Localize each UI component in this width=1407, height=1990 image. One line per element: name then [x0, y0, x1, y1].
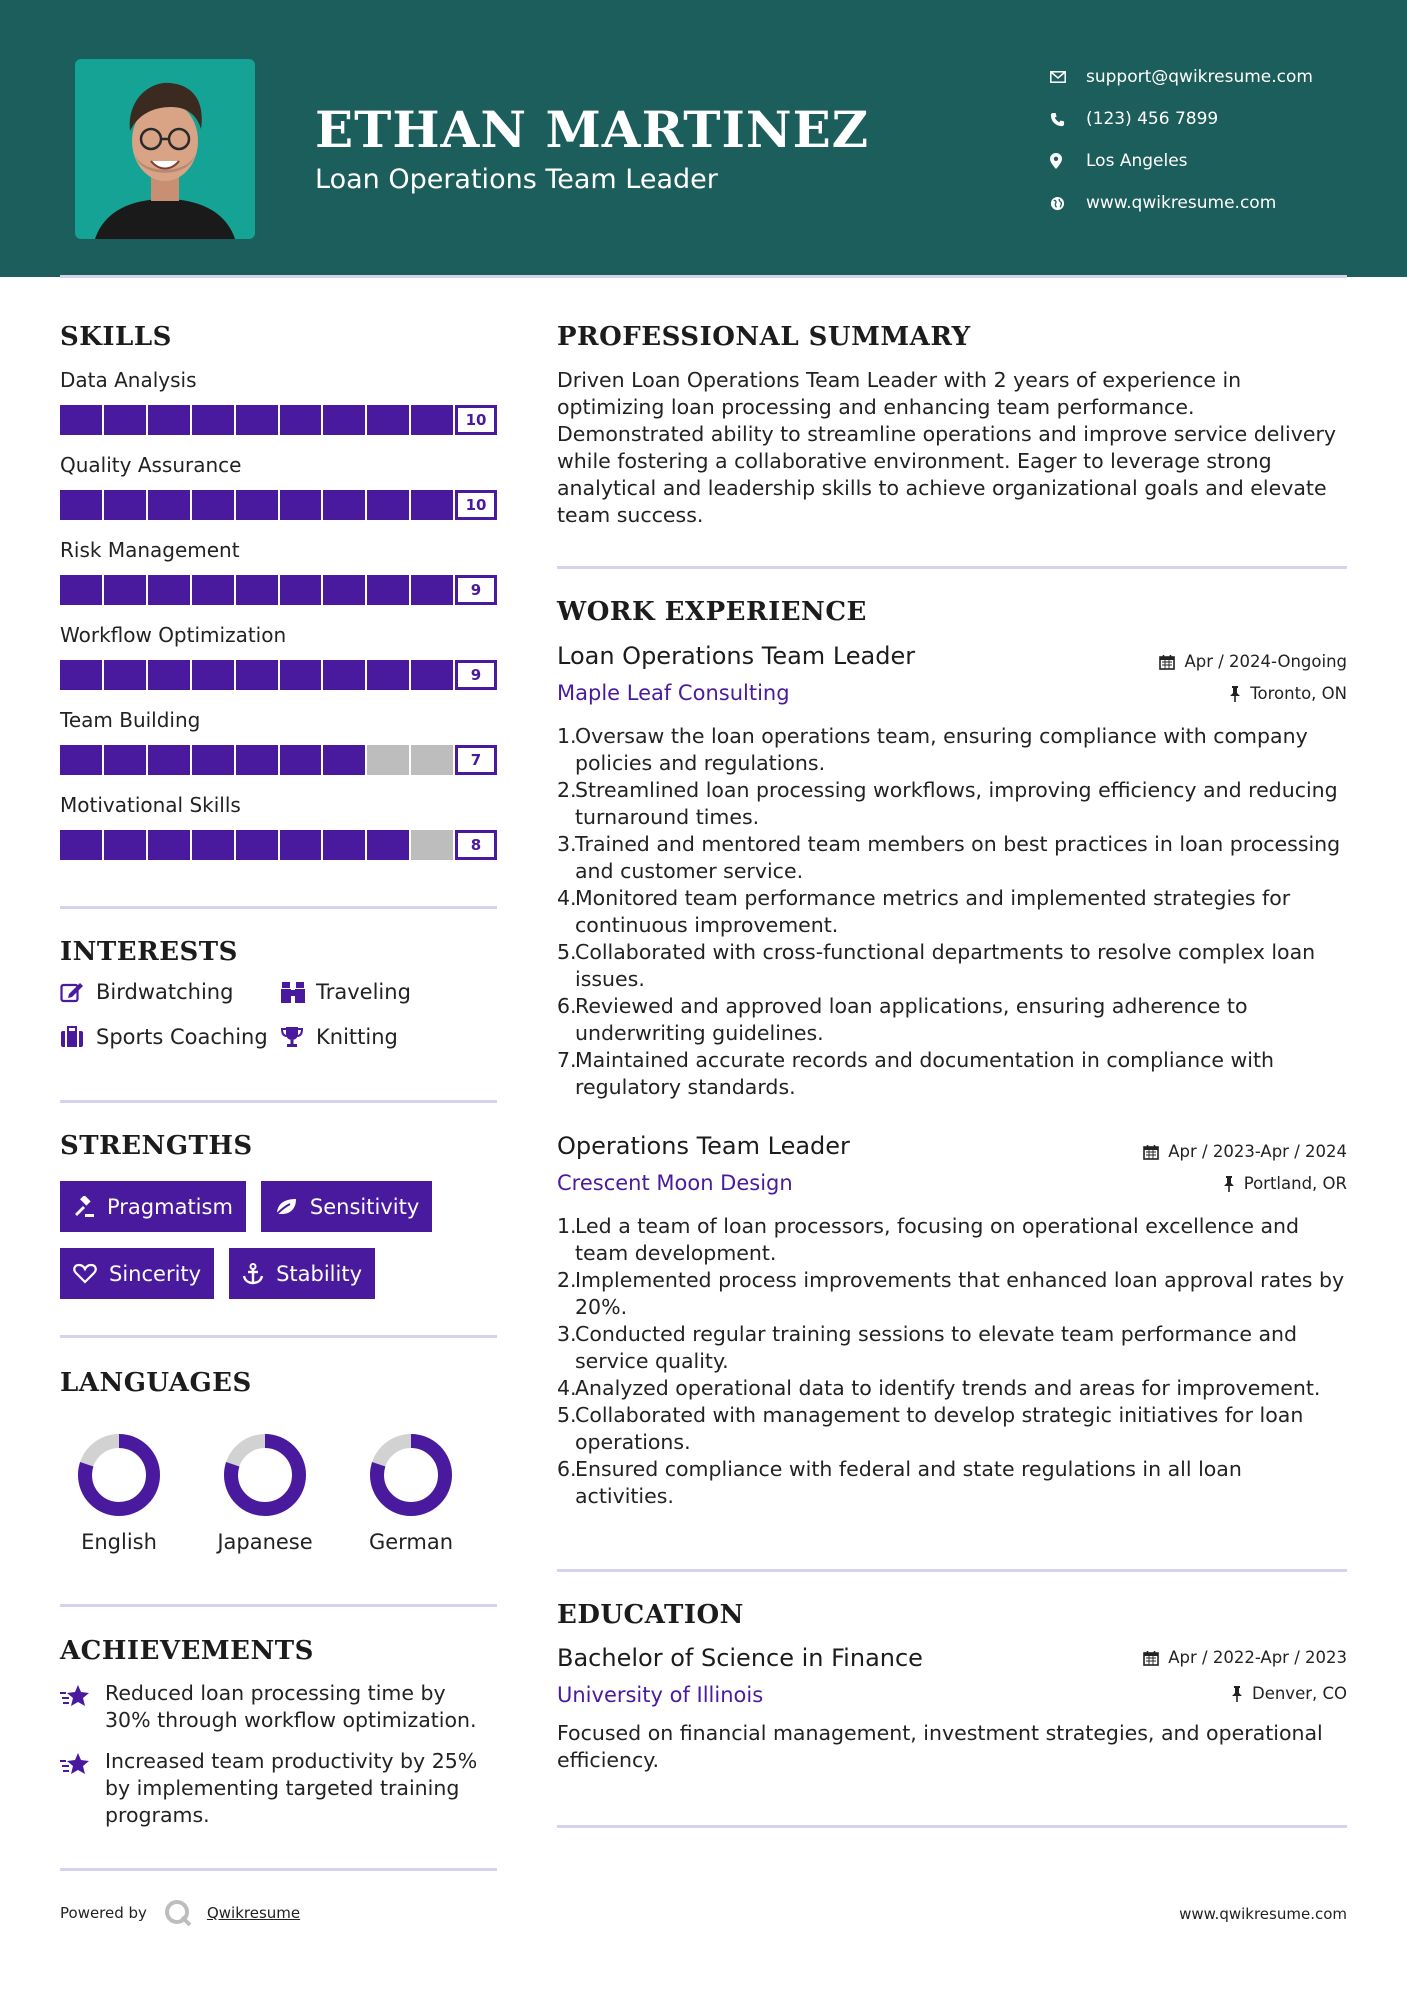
company-name: Crescent Moon Design — [557, 1171, 793, 1195]
company-name: Maple Leaf Consulting — [557, 681, 790, 705]
duty-item: 6. Ensured compliance with federal and state regulations in all loan activities. — [557, 1456, 1347, 1510]
skill-level-badge: 10 — [455, 405, 497, 435]
skill-name: Team Building — [60, 708, 201, 732]
education-location-text: Denver, CO — [1251, 1684, 1347, 1703]
skill-bar-segment-filled — [280, 575, 322, 605]
achievement-text: Reduced loan processing time by 30% through workflow optimization. — [105, 1681, 477, 1732]
skill-bar-segment-filled — [411, 405, 453, 435]
skill-bar-segment-filled — [367, 660, 409, 690]
section-divider — [557, 566, 1347, 569]
star-badge-icon — [60, 1680, 105, 1734]
job-dates — [1143, 1142, 1347, 1161]
interest-label: Traveling — [316, 980, 411, 1004]
job-location-text: Toronto, ON — [1250, 684, 1347, 703]
language-level-ring — [74, 1430, 164, 1520]
skill-bar-segment-filled — [104, 660, 146, 690]
skill-bar — [60, 830, 497, 860]
skill-bar-segment-filled — [236, 745, 278, 775]
language-level-ring — [366, 1430, 456, 1520]
profile-photo — [75, 59, 255, 239]
skill-bar-segment-filled — [104, 490, 146, 520]
language-level-ring — [220, 1430, 310, 1520]
skill-level-badge: 9 — [455, 660, 497, 690]
trophy-icon — [280, 1026, 316, 1048]
skill-level-badge: 10 — [455, 490, 497, 520]
language-name: German — [368, 1530, 454, 1554]
header-divider — [60, 275, 1347, 278]
education-dates-text: Apr / 2022-Apr / 2023 — [1168, 1648, 1347, 1667]
skill-name: Risk Management — [60, 538, 240, 562]
interests-list — [60, 978, 497, 1051]
powered-by-label: Powered by — [60, 1904, 147, 1922]
duty-text: Conducted regular training sessions to elevate team performance and service quality. — [575, 1322, 1298, 1373]
phone-icon — [1050, 112, 1086, 127]
skill-name: Data Analysis — [60, 368, 197, 392]
skill-level-badge: 9 — [455, 575, 497, 605]
interest-label: Sports Coaching — [96, 1025, 268, 1049]
duty-text: Reviewed and approved loan applications, ensuring adherence to underwriting guidelines. — [575, 994, 1248, 1045]
achievement-item — [60, 1680, 497, 1734]
skill-bar-segment-filled — [280, 830, 322, 860]
strength-chip — [261, 1181, 432, 1232]
calendar-icon — [1159, 654, 1175, 670]
skill-bar-segment-filled — [148, 660, 190, 690]
duty-text: Analyzed operational data to identify trends and areas for improvement. — [575, 1376, 1321, 1400]
skill-bar-segment-filled — [148, 830, 190, 860]
strength-chip — [229, 1248, 375, 1299]
school-name: University of Illinois — [557, 1683, 764, 1707]
duty-text: Monitored team performance metrics and implemented strategies for continuous improvement. — [575, 886, 1291, 937]
interest-item — [60, 1023, 280, 1051]
skill-bar-segment-filled — [280, 405, 322, 435]
achievements-heading: ACHIEVEMENTS — [60, 1636, 314, 1666]
section-divider — [557, 1569, 1347, 1572]
skill-bar-segment-filled — [367, 405, 409, 435]
footer-website[interactable]: www.qwikresume.com — [1179, 1905, 1347, 1923]
language-item — [205, 1430, 325, 1554]
duty-item: 5. Collaborated with cross-functional departments to resolve complex loan issues. — [557, 939, 1347, 993]
achievement-text: Increased team productivity by 25% by implementing targeted training programs. — [105, 1749, 478, 1827]
language-item — [351, 1430, 471, 1554]
strength-label: Sensitivity — [309, 1194, 420, 1219]
job-duties — [557, 723, 1347, 1101]
skill-bar-segment-filled — [411, 490, 453, 520]
skill-bar-segment-filled — [323, 830, 365, 860]
skill-bar-segment-filled — [411, 660, 453, 690]
strengths-heading: STRENGTHS — [60, 1131, 253, 1161]
job-dates-text: Apr / 2024-Ongoing — [1184, 652, 1347, 671]
star-badge-icon — [60, 1748, 105, 1829]
candidate-name: ETHAN MARTINEZ — [315, 100, 870, 159]
languages-heading: LANGUAGES — [60, 1368, 252, 1398]
skill-bar-segment-empty — [411, 830, 453, 860]
skill-item — [60, 787, 497, 872]
binoculars-icon — [280, 980, 316, 1004]
skill-bar-segment-filled — [280, 660, 322, 690]
interest-label: Knitting — [316, 1025, 398, 1049]
duty-text: Collaborated with management to develop strategic initiatives for loan operations. — [575, 1403, 1304, 1454]
skill-bar-segment-filled — [192, 660, 234, 690]
skill-bar-segment-empty — [411, 745, 453, 775]
duty-text: Maintained accurate records and documentation in compliance with regulatory standards. — [575, 1048, 1275, 1099]
duty-text: Trained and mentored team members on best practices in loan processing and customer service. — [575, 832, 1341, 883]
strength-label: Pragmatism — [107, 1194, 233, 1219]
interests-heading: INTERESTS — [60, 937, 238, 967]
gavel-icon — [73, 1196, 95, 1218]
skill-item — [60, 532, 497, 617]
section-divider — [60, 1100, 497, 1103]
skill-bar-segment-filled — [367, 490, 409, 520]
skill-bar-segment-filled — [60, 660, 102, 690]
skill-bar-segment-filled — [280, 745, 322, 775]
skill-item — [60, 447, 497, 532]
skill-bar-segment-filled — [60, 575, 102, 605]
skill-bar — [60, 660, 497, 690]
duty-text: Collaborated with cross-functional departments to resolve complex loan issues. — [575, 940, 1316, 991]
pushpin-icon — [1231, 1686, 1243, 1702]
skill-bar-segment-filled — [236, 405, 278, 435]
skill-bar-segment-filled — [367, 830, 409, 860]
duty-item: 1. Oversaw the loan operations team, ensuring compliance with company policies and regulations. — [557, 723, 1347, 777]
education-location — [1231, 1684, 1347, 1703]
duty-text: Implemented process improvements that enhanced loan approval rates by 20%. — [575, 1268, 1345, 1319]
degree-title: Bachelor of Science in Finance — [557, 1644, 923, 1672]
interest-item — [60, 978, 280, 1006]
skill-bar-segment-filled — [104, 575, 146, 605]
powered-by — [60, 1898, 300, 1928]
duty-item: 2. Implemented process improvements that enhanced loan approval rates by 20%. — [557, 1267, 1347, 1321]
skills-heading: SKILLS — [60, 322, 172, 352]
duty-item: 4. Analyzed operational data to identify trends and areas for improvement. — [557, 1376, 1321, 1400]
achievement-item — [60, 1748, 497, 1829]
skill-level-badge: 8 — [455, 830, 497, 860]
skill-bar — [60, 575, 497, 605]
qwikresume-logo-icon — [163, 1898, 193, 1928]
skill-bar-segment-filled — [323, 490, 365, 520]
contact-website-text: www.qwikresume.com — [1086, 193, 1277, 213]
job-location — [1229, 684, 1347, 703]
skill-bar-segment-filled — [236, 830, 278, 860]
contact-website[interactable] — [1050, 182, 1313, 224]
skill-item — [60, 617, 497, 702]
contact-location — [1050, 140, 1313, 182]
skill-bar-segment-filled — [323, 745, 365, 775]
skill-name: Motivational Skills — [60, 793, 241, 817]
skill-bar-segment-empty — [367, 745, 409, 775]
experience-heading: WORK EXPERIENCE — [557, 597, 867, 627]
edit-icon — [60, 981, 96, 1003]
skill-bar-segment-filled — [60, 405, 102, 435]
skill-bar-segment-filled — [323, 405, 365, 435]
job-dates — [1159, 652, 1347, 671]
duty-item: 3. Trained and mentored team members on best practices in loan processing and customer service. — [557, 831, 1347, 885]
job-dates-text: Apr / 2023-Apr / 2024 — [1168, 1142, 1347, 1161]
interest-item — [280, 978, 497, 1006]
job-location-text: Portland, OR — [1243, 1174, 1347, 1193]
skill-bar-segment-filled — [104, 830, 146, 860]
strength-chip — [60, 1248, 214, 1299]
skill-bar-segment-filled — [236, 490, 278, 520]
job-title: Operations Team Leader — [557, 1132, 850, 1160]
duty-item: 3. Conducted regular training sessions to elevate team performance and service quality. — [557, 1321, 1347, 1375]
skill-bar-segment-filled — [192, 405, 234, 435]
skills-list — [60, 362, 497, 872]
globe-icon — [1050, 196, 1086, 211]
job-title: Loan Operations Team Leader — [557, 642, 916, 670]
section-divider — [60, 1604, 497, 1607]
contact-location-text: Los Angeles — [1086, 151, 1188, 171]
skill-name: Workflow Optimization — [60, 623, 287, 647]
duty-item: 1. Led a team of loan processors, focusing on operational excellence and team development. — [557, 1213, 1347, 1267]
language-name: Japanese — [217, 1530, 313, 1554]
strength-label: Stability — [276, 1261, 363, 1286]
skill-bar-segment-filled — [280, 490, 322, 520]
duty-item: 2. Streamlined loan processing workflows, improving efficiency and reducing turnaround times. — [557, 777, 1347, 831]
skill-bar-segment-filled — [148, 745, 190, 775]
briefcase-icon — [60, 1026, 96, 1048]
skill-bar-segment-filled — [60, 745, 102, 775]
education-description: Focused on financial management, investment strategies, and operational efficiency. — [557, 1721, 1323, 1772]
duty-text: Led a team of loan processors, focusing on operational excellence and team development. — [575, 1214, 1300, 1265]
skill-bar — [60, 745, 497, 775]
resume-header — [0, 0, 1407, 277]
education-dates — [1143, 1648, 1347, 1667]
skill-bar-segment-filled — [323, 660, 365, 690]
section-divider — [60, 1335, 497, 1338]
language-name: English — [81, 1530, 157, 1554]
skill-bar-segment-filled — [148, 490, 190, 520]
summary-heading: PROFESSIONAL SUMMARY — [557, 322, 971, 352]
skill-item — [60, 362, 497, 447]
skill-bar-segment-filled — [192, 575, 234, 605]
skill-bar-segment-filled — [104, 405, 146, 435]
duty-text: Streamlined loan processing workflows, improving efficiency and reducing turnaround times. — [575, 778, 1338, 829]
interest-item — [280, 1023, 497, 1051]
envelope-icon — [1050, 71, 1086, 83]
section-divider — [60, 906, 497, 909]
strengths-list — [60, 1181, 497, 1299]
duty-text: Oversaw the loan operations team, ensuring compliance with company policies and regulations. — [575, 724, 1308, 775]
skill-bar-segment-filled — [192, 490, 234, 520]
summary-text: Driven Loan Operations Team Leader with 2 years of experience in optimizing loan processing and enhancing team performance. Demonstrated ability to streamline operations and improve service delivery while fostering a collaborative environment. Eager to leverage strong analytical and leadership skills to achieve organizational goals and elevate team success. — [557, 368, 1337, 527]
contact-email-text: support@qwikresume.com — [1086, 67, 1313, 87]
skill-bar-segment-filled — [192, 745, 234, 775]
strength-chip — [60, 1181, 246, 1232]
skill-bar-segment-filled — [148, 575, 190, 605]
language-item — [59, 1430, 179, 1554]
skill-bar-segment-filled — [192, 830, 234, 860]
skill-bar-segment-filled — [60, 490, 102, 520]
contact-phone-text: (123) 456 7899 — [1086, 109, 1219, 129]
section-divider — [60, 1868, 497, 1871]
skill-item — [60, 702, 497, 787]
skill-level-badge: 7 — [455, 745, 497, 775]
contact-email[interactable] — [1050, 56, 1313, 98]
anchor-icon — [242, 1263, 264, 1285]
duty-item: 7. Maintained accurate records and documentation in compliance with regulatory standards. — [557, 1047, 1347, 1101]
qwikresume-link[interactable]: Qwikresume — [206, 1904, 301, 1922]
skill-bar-segment-filled — [104, 745, 146, 775]
contact-phone[interactable] — [1050, 98, 1313, 140]
interest-label: Birdwatching — [96, 980, 234, 1004]
duty-item: 5. Collaborated with management to develop strategic initiatives for loan operations. — [557, 1402, 1347, 1456]
pushpin-icon — [1223, 1176, 1235, 1192]
job-duties — [557, 1213, 1347, 1510]
skill-bar-segment-filled — [236, 660, 278, 690]
skill-bar-segment-filled — [148, 405, 190, 435]
skill-bar-segment-filled — [60, 830, 102, 860]
pushpin-icon — [1229, 686, 1241, 702]
calendar-icon — [1143, 1650, 1159, 1666]
calendar-icon — [1143, 1144, 1159, 1160]
duty-text: Ensured compliance with federal and state regulations in all loan activities. — [575, 1457, 1242, 1508]
skill-bar-segment-filled — [323, 575, 365, 605]
heart-icon — [73, 1263, 97, 1284]
job-location — [1223, 1174, 1347, 1193]
candidate-title: Loan Operations Team Leader — [315, 164, 718, 195]
skill-bar-segment-filled — [236, 575, 278, 605]
skill-name: Quality Assurance — [60, 453, 242, 477]
section-divider — [557, 1825, 1347, 1828]
map-pin-icon — [1050, 153, 1086, 169]
duty-item: 6. Reviewed and approved loan applications, ensuring adherence to underwriting guidelines. — [557, 993, 1347, 1047]
leaf-icon — [274, 1197, 298, 1217]
skill-bar — [60, 490, 497, 520]
skill-bar-segment-filled — [367, 575, 409, 605]
contact-list — [1050, 56, 1313, 224]
skill-bar-segment-filled — [411, 575, 453, 605]
strength-label: Sincerity — [109, 1261, 202, 1286]
education-heading: EDUCATION — [557, 1600, 744, 1630]
skill-bar — [60, 405, 497, 435]
duty-item: 4. Monitored team performance metrics and implemented strategies for continuous improvement. — [557, 885, 1347, 939]
